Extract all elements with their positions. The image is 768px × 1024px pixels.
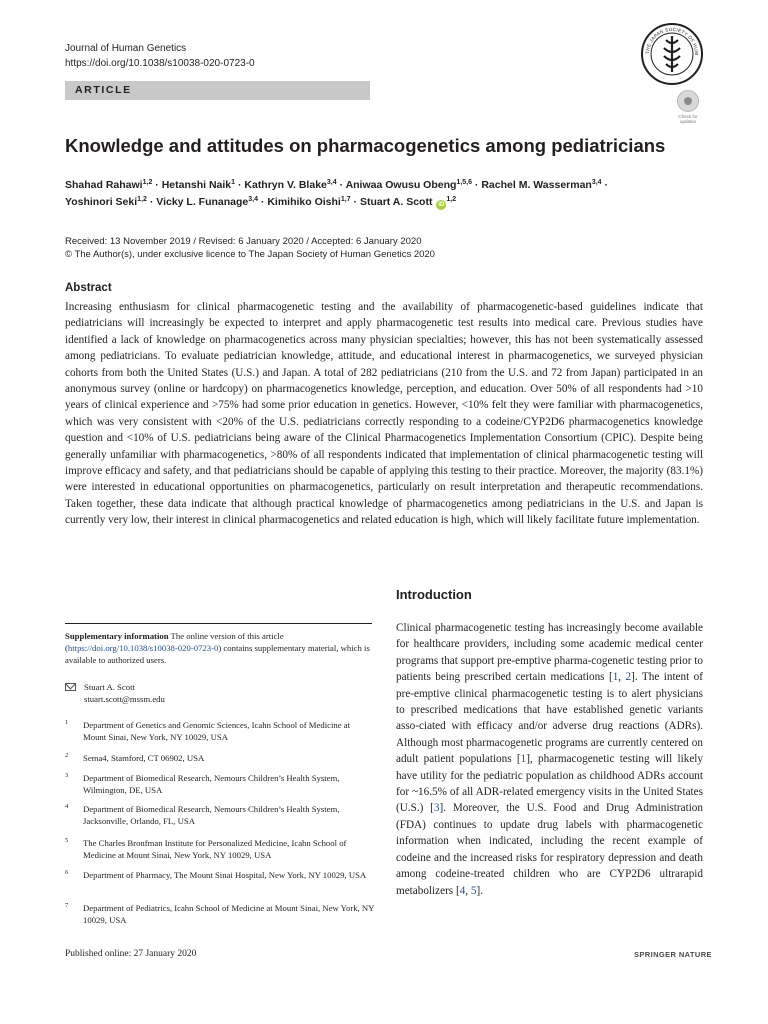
author-separator: · xyxy=(353,196,358,208)
check-updates-icon xyxy=(677,90,699,112)
citation-link[interactable]: 1 xyxy=(612,671,619,684)
date-history: Received: 13 November 2019 / Revised: 6 January 2020 / Accepted: 6 January 2020 xyxy=(65,236,422,247)
citation-link[interactable]: 2 xyxy=(625,671,632,684)
check-updates-label: Check for updates xyxy=(678,114,698,124)
check-for-updates-button[interactable] xyxy=(670,90,706,124)
affiliation: 6 Department of Pharmacy, The Mount Sinai Hospital, New York, NY 10029, USA xyxy=(65,869,367,880)
affiliation: 2 Sema4, Stamford, CT 06902, USA xyxy=(65,752,205,763)
author-separator: · xyxy=(237,179,242,191)
orcid-icon[interactable]: iD xyxy=(438,202,445,208)
author[interactable]: Yoshinori Seki$^{1,2}$ xyxy=(65,196,147,208)
citation-link[interactable]: 1 xyxy=(520,753,527,766)
abstract-text: Increasing enthusiasm for clinical pharmacogenetic testing and the availability of pharmacogenetic-based guidelines indicate that pediatricians will increasingly be expected to interpret and apply pharmacogenetic test results into medical care. Previous studies have identified a lack of knowledge on pharmacogenetics across many physician specialties; however, this has not been systematically assessed among pediatricians. To evaluate pediatrician knowledge, attitude, and educational interest in pharmacogenetics, we surveyed physician cohorts from both the United States (U.S.) and Japan. A total of 282 pediatricians (210 from the U.S. and 72 from Japan) participated in an anonymous survey (online or hardcopy) on pharmacogenetics knowledge, perception, and education. Over 50% of all respondents had >10 years of clinical experience and >75% had some prior education in genetics. However, <10% felt they were familiar with pharmacogenetics, which was very consistent with <20% of the U.S. pediatricians correctly responding to a codeine/CYP2D6 pharmacogenetics knowledge question and <10% of U.S. pediatricians being aware of the Clinical Pharmacogenetics Implementation Consortium (CPIC). Despite being generally unfamiliar with pharmacogenetics, >80% of all respondents indicated that implementation of clinical pharmacogenetic testing will improve efficacy and safety, and that pediatricians should be capable of applying this testing to their practice. Moreover, the majority (83.1%) were interested in educational opportunities on pharmacogenetics, particularly on result interpretation and therapeutic recommendations. Taken together, these data indicate that although practical knowledge of pharmacogenetics among pediatricians in the U.S. and Japan is currently very low, their interest in clinical pharmacogenetics and related education is high, which will likely facilitate future implementation. xyxy=(65,301,703,527)
introduction-text: Clinical pharmacogenetic testing has increasingly become available for healthcare providers, including some academic medical center programs that support pre-emptive pharma-cogenetic testing prior to patients being prescribed certain medications [1, 2]. The intent of pre-emptive clinical pharmacogenetic testing is to alert physicians to prescribed medications that have established genetic variants asso-ciated with efficacy and/or adverse drug reactions (ADRs). Although most pharmacogenetic programs are currently centered on adult patient populations [1], pharmacogenetic testing will likely have utility for the pediatric population as childhood ADRs account for ~16.5% of all ADR-related emergency visits in the United States (U.S.) [3]. Moreover, the U.S. Food and Drug Administration (FDA) continues to update drug labels with pharmacogenetic information when indicated, including the recent example of codeine and the increased risks for respiratory depression and death among codeine-treated children who are CYP2D6 ultrarapid metabolizers [4, 5]. xyxy=(396,622,703,897)
mail-icon xyxy=(65,683,76,691)
affiliation: 3 Department of Biomedical Research, Nemours Children’s Health System, Wilmington, DE, USA xyxy=(65,772,340,795)
correspondence-email[interactable]: stuart.scott@mssm.edu xyxy=(84,694,165,704)
correspondence-name: Stuart A. Scott xyxy=(84,682,135,692)
affiliation: 7 Department of Pediatrics, Icahn School of Medicine at Mount Sinai, New York, NY 10029, USA xyxy=(65,902,375,925)
affiliation: 4 Department of Biomedical Research, Nemours Children’s Health System, Jacksonville, Orlando, FL, USA xyxy=(65,803,340,826)
author[interactable]: Aniwaa Owusu Obeng$^{1,5,6}$ xyxy=(345,179,472,191)
author-separator: · xyxy=(260,196,265,208)
correspondence xyxy=(65,681,375,705)
introduction-heading: Introduction xyxy=(396,587,472,602)
supplementary-link[interactable]: https://doi.org/10.1038/s10038-020-0723-0 xyxy=(67,643,219,653)
article-title: Knowledge and attitudes on pharmacogenetics among pediatricians xyxy=(65,135,666,156)
journal-header xyxy=(65,41,255,71)
society-seal-logo xyxy=(640,22,704,86)
svg-text:THE JAPAN SOCIETY OF HUMAN GEN xyxy=(640,22,699,55)
citation-link[interactable]: 5 xyxy=(470,884,477,897)
affiliation: 1 Department of Genetics and Genomic Sciences, Icahn School of Medicine at Mount Sinai, New York, NY 10029, USA xyxy=(65,719,351,742)
seal-text: THE JAPAN SOCIETY OF HUM xyxy=(644,26,700,56)
author[interactable]: Rachel M. Wasserman$^{3,4}$ xyxy=(481,179,602,191)
supplementary-label: Supplementary information xyxy=(65,631,169,641)
abstract-heading: Abstract xyxy=(65,282,112,294)
article-type-bar xyxy=(65,81,370,100)
article-type-label: ARTICLE xyxy=(75,84,132,96)
publisher-logo: SPRINGER NATURE xyxy=(634,950,712,959)
author-separator: · xyxy=(604,179,608,191)
author-separator: · xyxy=(149,196,154,208)
author[interactable]: Shahad Rahawi$^{1,2}$ xyxy=(65,179,153,191)
author[interactable]: Vicky L. Funanage$^{3,4}$ xyxy=(156,196,258,208)
author[interactable]: Kimihiko Oishi$^{1,7}$ xyxy=(267,196,351,208)
author[interactable]: Hetanshi Naik$^1$ xyxy=(161,179,236,191)
copyright: © The Author(s), under exclusive licence to The Japan Society of Human Genetics 2020 xyxy=(65,249,435,260)
citation-link[interactable]: 4 xyxy=(459,884,466,897)
author-separator: · xyxy=(155,179,159,191)
published-date: Published online: 27 January 2020 xyxy=(65,949,197,959)
article-dates xyxy=(65,235,435,261)
author[interactable]: Kathryn V. Blake$^{3,4}$ xyxy=(244,179,337,191)
doi-link[interactable]: https://doi.org/10.1038/s10038-020-0723-0 xyxy=(65,58,255,69)
affiliation: 5 The Charles Bronfman Institute for Personalized Medicine, Icahn School of Medicine at Mount Sinai, New York, NY 10029, USA xyxy=(65,837,347,860)
footnote-divider xyxy=(65,623,372,624)
author-separator: · xyxy=(474,179,479,191)
author-separator: · xyxy=(339,179,344,191)
author[interactable]: Stuart A. Scott iD$^{1,2}$ xyxy=(359,196,457,208)
supplementary-info: Supplementary information The online version of this article (https://doi.org/10.1038/s10038-020-0723-0) contains supplementary material, which is available to authorized users. xyxy=(65,631,370,665)
author-list xyxy=(65,177,715,211)
journal-name: Journal of Human Genetics xyxy=(65,43,187,54)
citation-link[interactable]: 3 xyxy=(433,802,440,815)
